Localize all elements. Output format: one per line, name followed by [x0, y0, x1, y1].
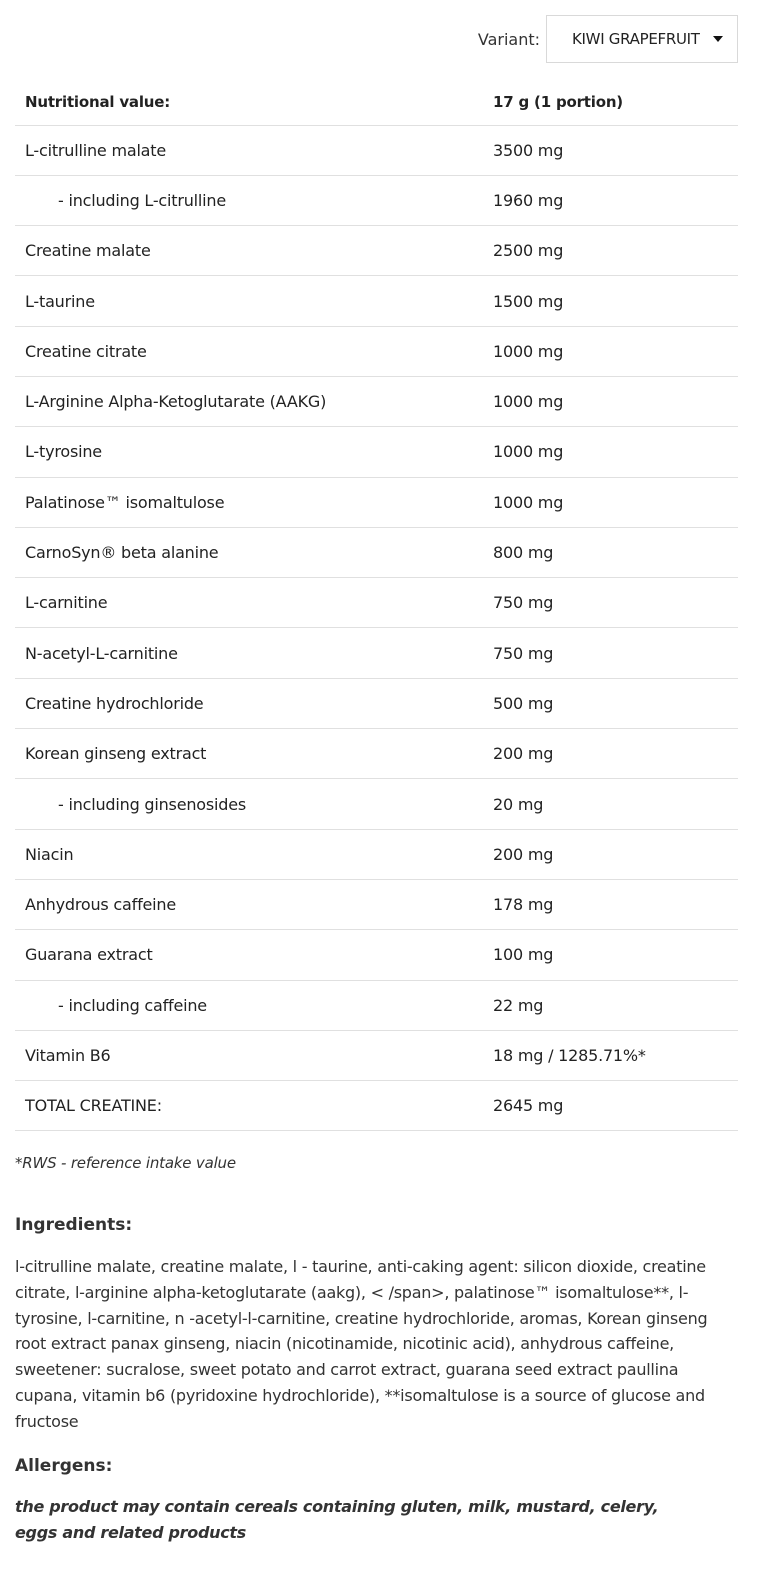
nutrient-name: L-Arginine Alpha-Ketoglutarate (AAKG) — [15, 376, 483, 426]
table-row — [15, 226, 738, 276]
nutrition-table — [15, 79, 738, 1131]
table-row — [15, 125, 738, 175]
nutrient-name: L-citrulline malate — [15, 125, 483, 175]
nutrient-name: Niacin — [15, 829, 483, 879]
nutrient-value: 3500 mg — [483, 125, 738, 175]
variant-selected-value: KIWI GRAPEFRUIT — [572, 30, 700, 48]
nutrient-name: - including caffeine — [15, 980, 483, 1030]
table-row — [15, 879, 738, 929]
table-row — [15, 527, 738, 577]
table-row — [15, 729, 738, 779]
nutrient-value: 2500 mg — [483, 226, 738, 276]
table-row — [15, 376, 738, 426]
nutrient-name: Guarana extract — [15, 930, 483, 980]
table-row — [15, 1081, 738, 1131]
nutrient-name: L-taurine — [15, 276, 483, 326]
ingredients-text: l-citrulline malate, creatine malate, l - taurine, anti-caking agent: silicon dioxide, creatine citrate, l-arginine alpha-ketoglutarate (aakg), < /span>, palatinose™ isomaltulose**, l-tyrosine, l-carnitine, n -acetyl-l-carnitine, creatine hydrochloride, aromas, Korean ginseng root extract panax ginseng, niacin (nicotinamide, nicotinic acid), anhydrous caffeine, sweetener: sucralose, sweet potato and carrot extract, guarana seed extract paullina cupana, vitamin b6 (pyridoxine hydrochloride), **isomaltulose is a source of glucose and fructose — [15, 1257, 708, 1431]
ingredients-title: Ingredients: — [15, 1215, 133, 1235]
reference-intake-footnote: *RWS - reference intake value — [15, 1154, 236, 1172]
nutrition-table-header — [15, 79, 738, 125]
nutrient-name: - including ginsenosides — [15, 779, 483, 829]
nutrient-name: Creatine hydrochloride — [15, 678, 483, 728]
nutrient-name: CarnoSyn® beta alanine — [15, 527, 483, 577]
nutrient-value: 178 mg — [483, 879, 738, 929]
table-row — [15, 276, 738, 326]
nutrient-value: 1000 mg — [483, 477, 738, 527]
allergens-title: Allergens: — [15, 1456, 113, 1476]
nutrient-value: 1000 mg — [483, 376, 738, 426]
nutrient-value: 200 mg — [483, 729, 738, 779]
nutrient-value: 18 mg / 1285.71%* — [483, 1030, 738, 1080]
table-row — [15, 1030, 738, 1080]
nutrient-name: Creatine malate — [15, 226, 483, 276]
header-name-cell: Nutritional value: — [15, 79, 483, 125]
table-row — [15, 678, 738, 728]
nutrient-value: 800 mg — [483, 527, 738, 577]
caret-down-icon — [713, 36, 723, 42]
table-row — [15, 427, 738, 477]
nutrient-name: L-carnitine — [15, 578, 483, 628]
nutrient-name: Creatine citrate — [15, 326, 483, 376]
nutrient-value: 20 mg — [483, 779, 738, 829]
variant-label: Variant: — [477, 29, 540, 49]
nutrient-name: L-tyrosine — [15, 427, 483, 477]
variant-dropdown[interactable] — [546, 15, 738, 63]
table-row — [15, 175, 738, 225]
table-row — [15, 980, 738, 1030]
nutrient-value: 750 mg — [483, 578, 738, 628]
nutrient-value: 2645 mg — [483, 1081, 738, 1131]
nutrient-name: TOTAL CREATINE: — [15, 1081, 483, 1131]
nutrient-value: 200 mg — [483, 829, 738, 879]
nutrient-value: 500 mg — [483, 678, 738, 728]
header-value-cell: 17 g (1 portion) — [483, 79, 738, 125]
table-row — [15, 930, 738, 980]
table-row — [15, 829, 738, 879]
nutrient-name: Korean ginseng extract — [15, 729, 483, 779]
nutrient-value: 1000 mg — [483, 326, 738, 376]
table-row — [15, 578, 738, 628]
nutrient-name: Palatinose™ isomaltulose — [15, 477, 483, 527]
nutrient-name: Vitamin B6 — [15, 1030, 483, 1080]
variant-selector-row — [478, 15, 738, 63]
nutrient-value: 1960 mg — [483, 175, 738, 225]
nutrient-value: 750 mg — [483, 628, 738, 678]
nutrient-name: N-acetyl-L-carnitine — [15, 628, 483, 678]
table-row — [15, 326, 738, 376]
nutrient-name: - including L-citrulline — [15, 175, 483, 225]
table-row — [15, 628, 738, 678]
table-row — [15, 477, 738, 527]
nutrient-value: 1000 mg — [483, 427, 738, 477]
table-row — [15, 779, 738, 829]
nutrient-value: 22 mg — [483, 980, 738, 1030]
nutrient-name: Anhydrous caffeine — [15, 879, 483, 929]
nutrient-value: 1500 mg — [483, 276, 738, 326]
allergens-text: the product may contain cereals containing gluten, milk, mustard, celery, eggs and related products — [15, 1497, 659, 1542]
nutrient-value: 100 mg — [483, 930, 738, 980]
